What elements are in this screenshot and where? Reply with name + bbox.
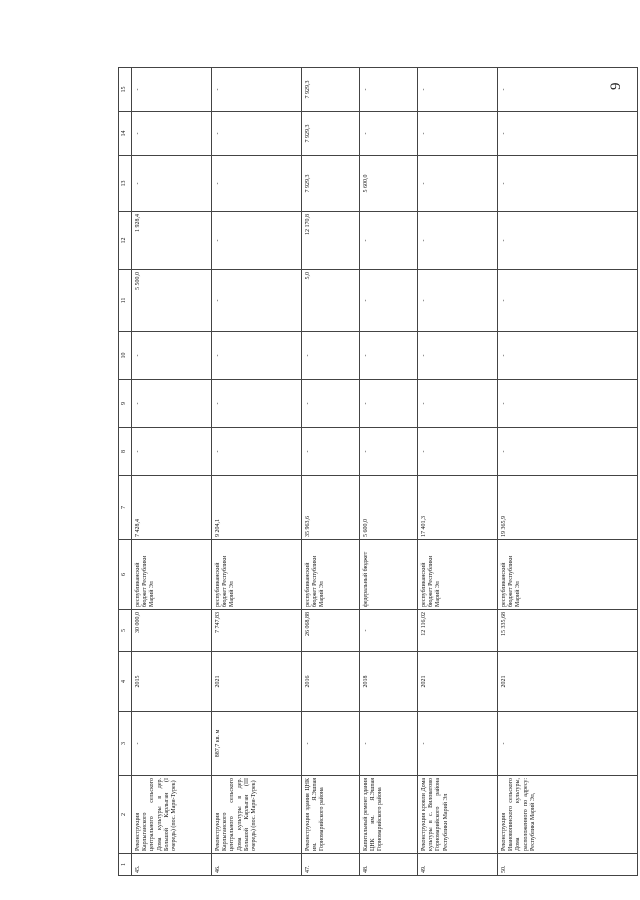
object-name: Реконструкция здания ЦНК им. Я.Эшпая Горномарийского района: [302, 776, 360, 854]
value-cell: -: [498, 112, 638, 156]
capacity-cell: -: [360, 712, 418, 776]
header-row: [119, 68, 132, 876]
value-cell: -: [302, 332, 360, 380]
value-cell: -: [418, 428, 498, 476]
column-header: 5: [119, 610, 132, 652]
value-cell: -: [418, 270, 498, 332]
funding-source-cell: республиканский бюджет Республики Марий Эл: [498, 540, 638, 610]
capacity-cell: 887,7 кв. м: [212, 712, 302, 776]
value-cell: -: [498, 380, 638, 428]
total-cell: 5 600,0: [360, 476, 418, 540]
page-number: 9: [608, 82, 624, 90]
row-number: 50.: [498, 854, 638, 876]
value-cell: -: [418, 332, 498, 380]
column-header: 11: [119, 270, 132, 332]
capacity-cell: -: [498, 712, 638, 776]
document-page: [112, 62, 640, 882]
year-cell: 2016: [302, 652, 360, 712]
value-cell: -: [212, 68, 302, 112]
table-row: [498, 68, 638, 876]
value-cell: 12 170,8: [302, 212, 360, 270]
year-cell: 2018: [360, 652, 418, 712]
value-cell: -: [360, 212, 418, 270]
value-cell: -: [132, 332, 212, 380]
value-cell: -: [418, 156, 498, 212]
value-cell: -: [132, 112, 212, 156]
value-cell: -: [360, 332, 418, 380]
value-cell: -: [132, 68, 212, 112]
table-row: [212, 68, 302, 876]
row-number: 46.: [212, 854, 302, 876]
column-header: 9: [119, 380, 132, 428]
column-header: 4: [119, 652, 132, 712]
table-row: [360, 68, 418, 876]
column-header: 8: [119, 428, 132, 476]
value-cell: -: [212, 112, 302, 156]
value-cell: -: [418, 212, 498, 270]
estimate-cell: 15 335,68: [498, 610, 638, 652]
budget-table: [118, 67, 638, 876]
object-name: Реконструкция Карлыганского центрального сельского Дома культуры в дер. Большой Карлыган (III очередь) (пос. Мари-Турек): [212, 776, 302, 854]
column-header: 2: [119, 776, 132, 854]
value-cell: -: [212, 428, 302, 476]
column-header: 7: [119, 476, 132, 540]
value-cell: -: [212, 332, 302, 380]
value-cell: 5,0: [302, 270, 360, 332]
capacity-cell: -: [418, 712, 498, 776]
column-header: 13: [119, 156, 132, 212]
value-cell: -: [212, 270, 302, 332]
value-cell: -: [212, 156, 302, 212]
value-cell: -: [498, 428, 638, 476]
row-number: 48.: [360, 854, 418, 876]
value-cell: -: [302, 380, 360, 428]
estimate-cell: 12 116,02: [418, 610, 498, 652]
value-cell: -: [212, 212, 302, 270]
object-name: Реконструкция кровли Дома культуры в с. Виловатово Горномарийского района Республики Марий Эл: [418, 776, 498, 854]
funding-source-cell: федеральный бюджет: [360, 540, 418, 610]
value-cell: -: [498, 156, 638, 212]
value-cell: -: [360, 428, 418, 476]
value-cell: 1 928,4: [132, 212, 212, 270]
funding-source-cell: республиканский бюджет Республики Марий Эл: [132, 540, 212, 610]
value-cell: -: [132, 156, 212, 212]
value-cell: 7 929,3: [302, 68, 360, 112]
value-cell: 7 929,3: [302, 112, 360, 156]
capacity-cell: -: [302, 712, 360, 776]
column-header: 14: [119, 112, 132, 156]
value-cell: -: [132, 428, 212, 476]
value-cell: 5 600,0: [360, 156, 418, 212]
total-cell: 7 428,4: [132, 476, 212, 540]
value-cell: -: [302, 428, 360, 476]
funding-source-cell: республиканский бюджет Республики Марий Эл: [302, 540, 360, 610]
year-cell: 2021: [498, 652, 638, 712]
total-cell: 19 365,9: [498, 476, 638, 540]
value-cell: 5 500,0: [132, 270, 212, 332]
column-header: 12: [119, 212, 132, 270]
estimate-cell: 30 000,0: [132, 610, 212, 652]
value-cell: -: [212, 380, 302, 428]
year-cell: 2021: [418, 652, 498, 712]
year-cell: 2021: [212, 652, 302, 712]
object-name: Реконструкция Ивановопинского сельского Дома культуры, расположенного по адресу: Республика Марий Эл,: [498, 776, 638, 854]
estimate-cell: 26 068,88: [302, 610, 360, 652]
column-header: 10: [119, 332, 132, 380]
value-cell: -: [132, 380, 212, 428]
funding-source-cell: республиканский бюджет Республики Марий Эл: [212, 540, 302, 610]
capacity-cell: -: [132, 712, 212, 776]
column-header: 1: [119, 854, 132, 876]
row-number: 47.: [302, 854, 360, 876]
value-cell: -: [498, 68, 638, 112]
estimate-cell: -: [360, 610, 418, 652]
value-cell: -: [360, 380, 418, 428]
value-cell: -: [418, 112, 498, 156]
value-cell: -: [498, 212, 638, 270]
table-row: [132, 68, 212, 876]
column-header: 3: [119, 712, 132, 776]
estimate-cell: 7 747,83: [212, 610, 302, 652]
object-name: Капитальный ремонт здания ЦНК им. Я.Эшпая Горномарийского района: [360, 776, 418, 854]
total-cell: 17 401,3: [418, 476, 498, 540]
value-cell: -: [360, 112, 418, 156]
row-number: 45.: [132, 854, 212, 876]
column-header: 6: [119, 540, 132, 610]
value-cell: -: [418, 380, 498, 428]
table-row: [302, 68, 360, 876]
value-cell: -: [360, 270, 418, 332]
table-row: [418, 68, 498, 876]
value-cell: 7 929,3: [302, 156, 360, 212]
column-header: 15: [119, 68, 132, 112]
value-cell: -: [498, 270, 638, 332]
funding-source-cell: республиканский бюджет Республики Марий Эл: [418, 540, 498, 610]
total-cell: 9 204,1: [212, 476, 302, 540]
year-cell: 2015: [132, 652, 212, 712]
value-cell: -: [498, 332, 638, 380]
value-cell: -: [418, 68, 498, 112]
row-number: 49.: [418, 854, 498, 876]
object-name: Реконструкция Карлыганского центрального сельского Дома культуры в дер. Большой Карлыган (I очередь) (пос. Мари-Турек): [132, 776, 212, 854]
total-cell: 35 963,6: [302, 476, 360, 540]
value-cell: -: [360, 68, 418, 112]
